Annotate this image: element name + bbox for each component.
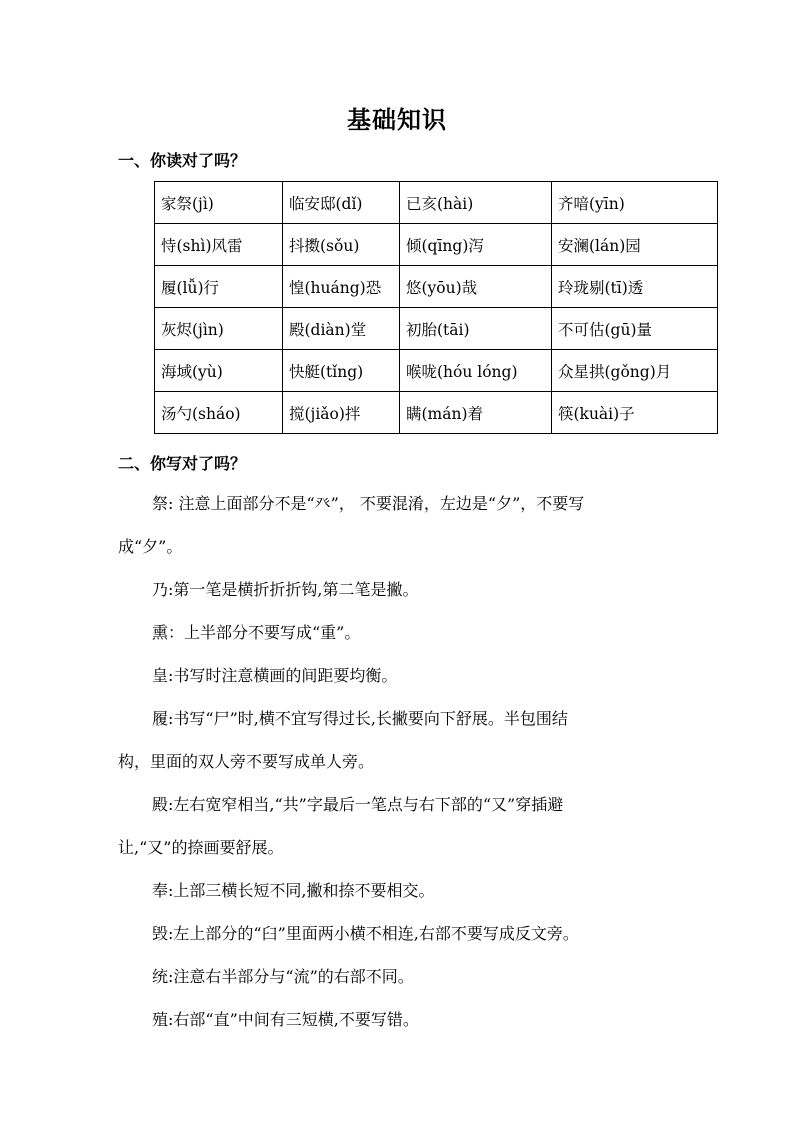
table-cell: 齐喑(yīn) [552, 182, 718, 224]
table-cell: 汤勺(sháo) [155, 392, 283, 434]
table-cell: 倾(qīng)泻 [400, 224, 552, 266]
paragraph-line: 让,“又”的捺画要舒展。 [118, 838, 284, 857]
table-cell: 快艇(tǐng) [283, 350, 400, 392]
paragraph-line: 履:书写“尸”时,横不宜写得过长,长撇要向下舒展。半包围结 [152, 709, 568, 728]
table-cell: 安澜(lán)园 [552, 224, 718, 266]
writing-note-paragraph [118, 955, 678, 998]
paragraph-line: 殖:右部“直”中间有三短横,不要写错。 [152, 1010, 419, 1029]
table-row [155, 350, 718, 392]
table-cell: 初胎(tāi) [400, 308, 552, 350]
paragraph-line: 统:注意右半部分与“流”的右部不同。 [152, 967, 414, 986]
table-row [155, 182, 718, 224]
writing-note-paragraph [118, 568, 678, 611]
writing-note-paragraph [118, 654, 678, 697]
writing-note-paragraph [118, 912, 678, 955]
writing-note-paragraph [118, 697, 678, 783]
paragraph-line: 构，里面的双人旁不要写成单人旁。 [118, 752, 375, 771]
paragraph-line: 奉:上部三横长短不同,撇和捺不要相交。 [152, 881, 435, 900]
table-cell: 殿(diàn)堂 [283, 308, 400, 350]
paragraph-line: 成“夕”。 [118, 537, 183, 556]
paragraph-line: 毁:左上部分的“臼”里面两小横不相连,右部不要写成反文旁。 [152, 924, 579, 943]
paragraph-line: 熏：上半部分不要写成“重”。 [152, 623, 361, 642]
page-title: 基础知识 [347, 106, 447, 134]
table-cell: 抖擞(sǒu) [283, 224, 400, 266]
section-heading-writing: 二、你写对了吗？ [118, 454, 247, 473]
table-cell: 不可估(gū)量 [552, 308, 718, 350]
table-cell: 悠(yōu)哉 [400, 266, 552, 308]
pinyin-table [154, 181, 718, 434]
table-cell: 筷(kuài)子 [552, 392, 718, 434]
table-cell: 众星拱(gǒng)月 [552, 350, 718, 392]
table-cell: 喉咙(hóu lóng) [400, 350, 552, 392]
table-row [155, 224, 718, 266]
table-cell: 惶(huáng)恐 [283, 266, 400, 308]
table-cell: 履(lǚ)行 [155, 266, 283, 308]
table-cell: 已亥(hài) [400, 182, 552, 224]
table-cell: 瞒(mán)着 [400, 392, 552, 434]
table-cell: 家祭(jì) [155, 182, 283, 224]
writing-note-paragraph [118, 783, 678, 869]
table-cell: 灰烬(jìn) [155, 308, 283, 350]
paragraph-line: 乃:第一笔是横折折折钩,第二笔是撇。 [152, 580, 419, 599]
paragraph-line: 祭: 注意上面部分不是“癶”， 不要混淆，左边是“夕”，不要写 [152, 494, 585, 513]
section-heading-reading: 一、你读对了吗？ [118, 151, 247, 170]
writing-note-paragraph [118, 611, 678, 654]
paragraph-line: 殿:左右宽窄相当,“共”字最后一笔点与右下部的“又”穿插避 [152, 795, 564, 814]
table-row [155, 266, 718, 308]
writing-note-paragraph [118, 998, 678, 1041]
table-row [155, 308, 718, 350]
table-cell: 临安邸(dǐ) [283, 182, 400, 224]
writing-note-paragraph [118, 482, 678, 568]
table-row [155, 392, 718, 434]
table-cell: 玲珑剔(tī)透 [552, 266, 718, 308]
writing-note-paragraph [118, 869, 678, 912]
table-cell: 海域(yù) [155, 350, 283, 392]
table-cell: 搅(jiǎo)拌 [283, 392, 400, 434]
table-cell: 恃(shì)风雷 [155, 224, 283, 266]
paragraph-line: 皇:书写时注意横画的间距要均衡。 [152, 666, 398, 685]
